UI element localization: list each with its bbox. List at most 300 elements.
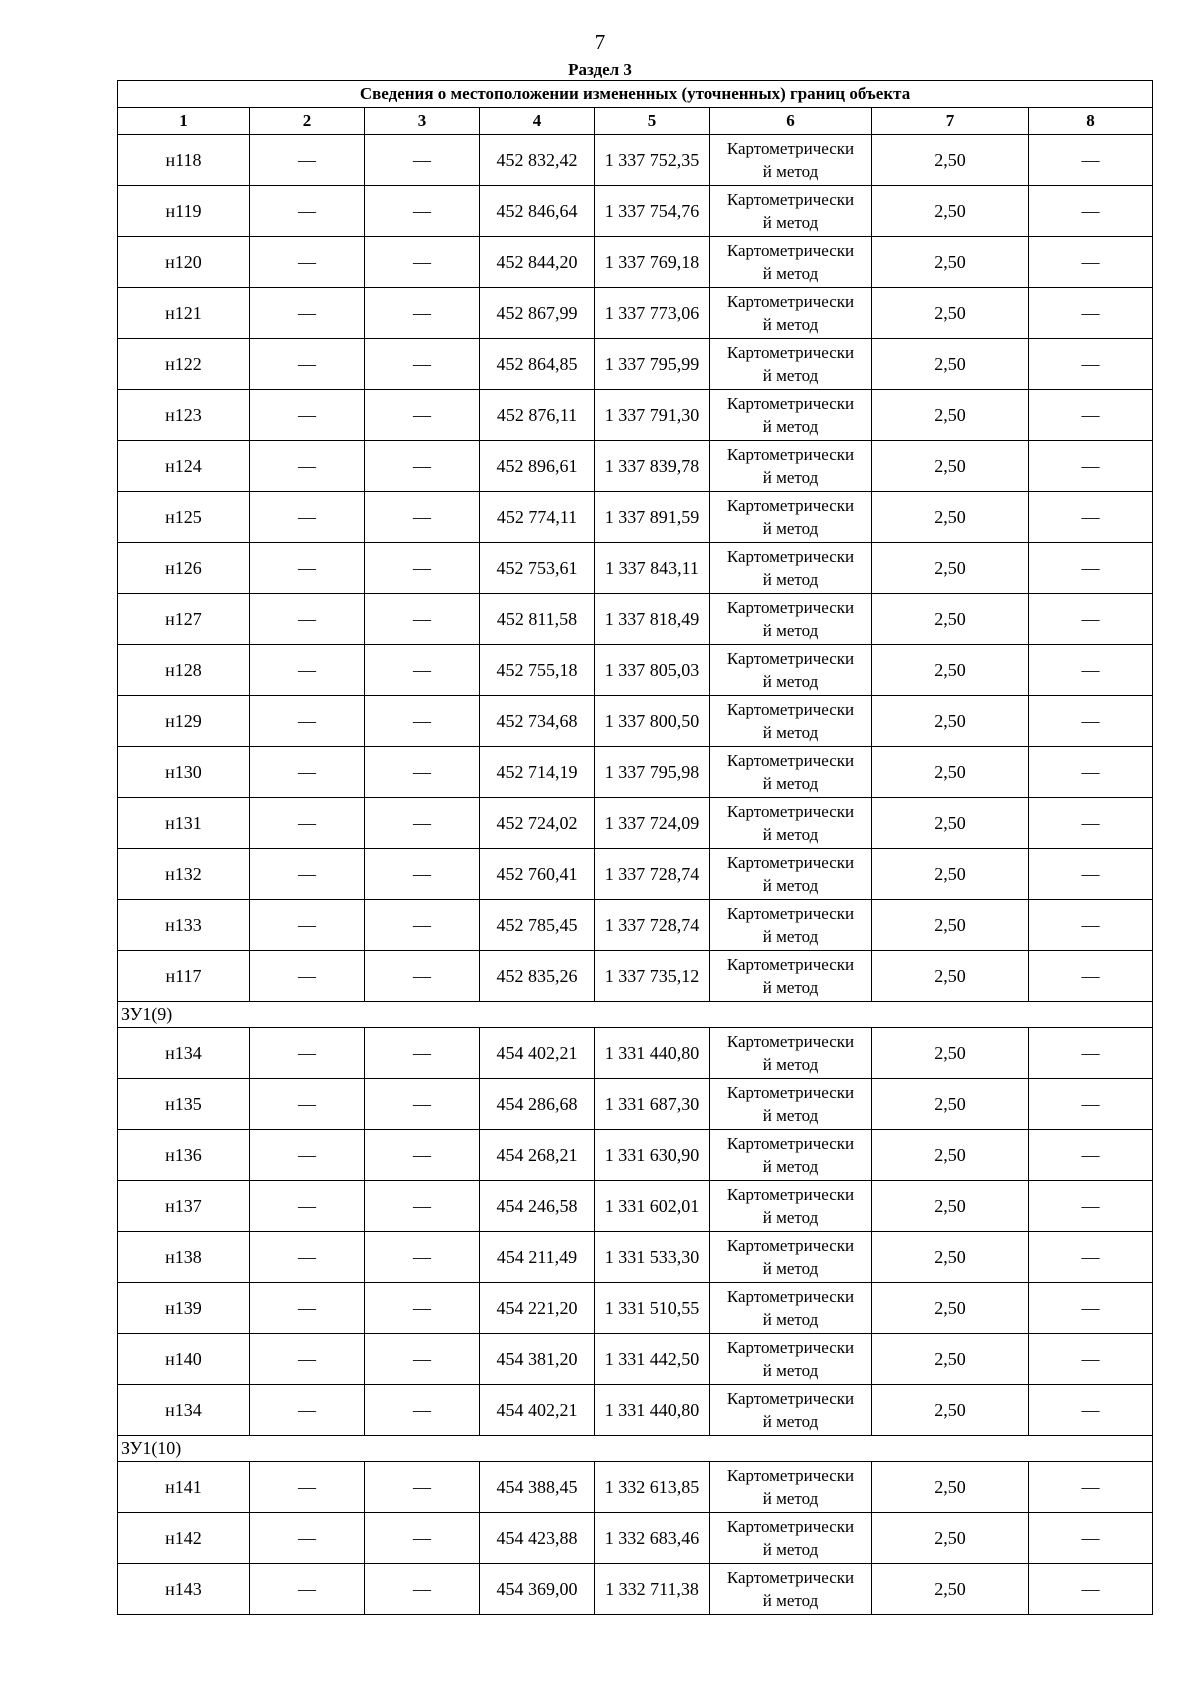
x-coordinate-cell: 454 423,88	[480, 1513, 595, 1564]
method-cell	[710, 390, 872, 441]
accuracy-cell: 2,50	[872, 1334, 1029, 1385]
x-coordinate-cell: 452 876,11	[480, 390, 595, 441]
table-row	[118, 1283, 1153, 1334]
column-8-cell: —	[1029, 900, 1153, 951]
point-name-cell: н130	[118, 747, 250, 798]
accuracy-cell: 2,50	[872, 798, 1029, 849]
column-8-cell: —	[1029, 543, 1153, 594]
column-2-cell: —	[250, 849, 365, 900]
method-cell	[710, 288, 872, 339]
column-8-cell: —	[1029, 1564, 1153, 1615]
accuracy-cell: 2,50	[872, 645, 1029, 696]
accuracy-cell: 2,50	[872, 1181, 1029, 1232]
method-text-line-2: й метод	[762, 1540, 819, 1559]
column-2-cell: —	[250, 1232, 365, 1283]
x-coordinate-cell: 452 753,61	[480, 543, 595, 594]
section-title: Раздел 3	[568, 60, 632, 79]
accuracy-cell: 2,50	[872, 696, 1029, 747]
column-8-cell: —	[1029, 339, 1153, 390]
table-row	[118, 135, 1153, 186]
table-row	[118, 339, 1153, 390]
method-cell	[710, 1283, 872, 1334]
point-name-cell: н136	[118, 1130, 250, 1181]
column-8-cell: —	[1029, 135, 1153, 186]
method-text-line-2: й метод	[762, 1259, 819, 1278]
y-coordinate-cell: 1 337 795,99	[595, 339, 710, 390]
accuracy-cell: 2,50	[872, 1513, 1029, 1564]
table-row	[118, 1513, 1153, 1564]
column-8-cell: —	[1029, 1232, 1153, 1283]
method-text-line-1: Картометрически	[726, 241, 855, 260]
accuracy-cell: 2,50	[872, 1079, 1029, 1130]
column-8-cell: —	[1029, 1334, 1153, 1385]
column-3-cell: —	[365, 237, 480, 288]
x-coordinate-cell: 454 388,45	[480, 1462, 595, 1513]
column-3-cell: —	[365, 543, 480, 594]
column-number: 6	[710, 108, 872, 135]
method-text-line-1: Картометрически	[726, 649, 855, 668]
page-number: 7	[594, 30, 606, 54]
point-name-cell: н117	[118, 951, 250, 1002]
method-text-line-1: Картометрически	[726, 1185, 855, 1204]
y-coordinate-cell: 1 331 440,80	[595, 1028, 710, 1079]
method-cell	[710, 798, 872, 849]
method-text-line-2: й метод	[762, 264, 819, 283]
table-row	[118, 1079, 1153, 1130]
method-cell	[710, 900, 872, 951]
y-coordinate-cell: 1 332 613,85	[595, 1462, 710, 1513]
column-3-cell: —	[365, 390, 480, 441]
x-coordinate-cell: 452 785,45	[480, 900, 595, 951]
x-coordinate-cell: 452 724,02	[480, 798, 595, 849]
column-3-cell: —	[365, 951, 480, 1002]
column-number: 2	[250, 108, 365, 135]
method-cell	[710, 441, 872, 492]
table-row	[118, 951, 1153, 1002]
point-name-cell: н131	[118, 798, 250, 849]
method-text-line-2: й метод	[762, 417, 819, 436]
table-row	[118, 237, 1153, 288]
method-text-line-1: Картометрически	[726, 751, 855, 770]
y-coordinate-cell: 1 331 602,01	[595, 1181, 710, 1232]
point-name-cell: н141	[118, 1462, 250, 1513]
y-coordinate-cell: 1 337 805,03	[595, 645, 710, 696]
column-3-cell: —	[365, 492, 480, 543]
column-2-cell: —	[250, 1028, 365, 1079]
method-text-line-2: й метод	[762, 978, 819, 997]
accuracy-cell: 2,50	[872, 543, 1029, 594]
point-name-cell: н138	[118, 1232, 250, 1283]
column-3-cell: —	[365, 1130, 480, 1181]
y-coordinate-cell: 1 337 769,18	[595, 237, 710, 288]
column-8-cell: —	[1029, 237, 1153, 288]
column-8-cell: —	[1029, 492, 1153, 543]
point-name-cell: н134	[118, 1385, 250, 1436]
method-text-line-1: Картометрически	[726, 955, 855, 974]
table-row	[118, 1181, 1153, 1232]
table-row	[118, 390, 1153, 441]
y-coordinate-cell: 1 331 442,50	[595, 1334, 710, 1385]
y-coordinate-cell: 1 337 891,59	[595, 492, 710, 543]
table-row	[118, 441, 1153, 492]
table-row	[118, 1028, 1153, 1079]
column-2-cell: —	[250, 747, 365, 798]
method-text-line-1: Картометрически	[726, 445, 855, 464]
accuracy-cell: 2,50	[872, 237, 1029, 288]
point-name-cell: н128	[118, 645, 250, 696]
column-3-cell: —	[365, 1462, 480, 1513]
y-coordinate-cell: 1 337 754,76	[595, 186, 710, 237]
point-name-cell: н126	[118, 543, 250, 594]
y-coordinate-cell: 1 332 683,46	[595, 1513, 710, 1564]
column-3-cell: —	[365, 1564, 480, 1615]
table-row	[118, 1385, 1153, 1436]
column-2-cell: —	[250, 696, 365, 747]
column-number: 1	[118, 108, 250, 135]
table-row	[118, 1130, 1153, 1181]
column-2-cell: —	[250, 594, 365, 645]
column-3-cell: —	[365, 1334, 480, 1385]
method-text-line-2: й метод	[762, 927, 819, 946]
column-8-cell: —	[1029, 1283, 1153, 1334]
method-text-line-2: й метод	[762, 315, 819, 334]
table-row	[118, 1232, 1153, 1283]
column-3-cell: —	[365, 747, 480, 798]
point-name-cell: н135	[118, 1079, 250, 1130]
method-text-line-1: Картометрически	[726, 1032, 855, 1051]
column-8-cell: —	[1029, 951, 1153, 1002]
y-coordinate-cell: 1 337 795,98	[595, 747, 710, 798]
x-coordinate-cell: 454 211,49	[480, 1232, 595, 1283]
point-name-cell: н133	[118, 900, 250, 951]
column-3-cell: —	[365, 849, 480, 900]
method-text-line-1: Картометрически	[726, 598, 855, 617]
method-text-line-1: Картометрически	[726, 1287, 855, 1306]
method-cell	[710, 492, 872, 543]
table-row	[118, 696, 1153, 747]
y-coordinate-cell: 1 331 510,55	[595, 1283, 710, 1334]
method-text-line-2: й метод	[762, 1106, 819, 1125]
method-text-line-1: Картометрически	[726, 292, 855, 311]
point-name-cell: н137	[118, 1181, 250, 1232]
method-text-line-1: Картометрически	[726, 343, 855, 362]
y-coordinate-cell: 1 331 440,80	[595, 1385, 710, 1436]
column-3-cell: —	[365, 1513, 480, 1564]
y-coordinate-cell: 1 337 800,50	[595, 696, 710, 747]
method-cell	[710, 951, 872, 1002]
column-8-cell: —	[1029, 696, 1153, 747]
method-cell	[710, 237, 872, 288]
accuracy-cell: 2,50	[872, 594, 1029, 645]
column-8-cell: —	[1029, 849, 1153, 900]
column-8-cell: —	[1029, 1079, 1153, 1130]
x-coordinate-cell: 454 268,21	[480, 1130, 595, 1181]
column-3-cell: —	[365, 798, 480, 849]
column-3-cell: —	[365, 1079, 480, 1130]
column-number: 4	[480, 108, 595, 135]
method-text-line-1: Картометрически	[726, 1338, 855, 1357]
method-cell	[710, 135, 872, 186]
method-text-line-2: й метод	[762, 621, 819, 640]
method-text-line-1: Картометрически	[726, 1517, 855, 1536]
method-text-line-1: Картометрически	[726, 1568, 855, 1587]
column-2-cell: —	[250, 798, 365, 849]
column-2-cell: —	[250, 1334, 365, 1385]
y-coordinate-cell: 1 337 843,11	[595, 543, 710, 594]
y-coordinate-cell: 1 337 773,06	[595, 288, 710, 339]
boundary-coordinates-table	[117, 80, 1153, 1615]
column-3-cell: —	[365, 696, 480, 747]
accuracy-cell: 2,50	[872, 1283, 1029, 1334]
y-coordinate-cell: 1 337 728,74	[595, 849, 710, 900]
method-cell	[710, 1181, 872, 1232]
accuracy-cell: 2,50	[872, 492, 1029, 543]
table-row	[118, 543, 1153, 594]
accuracy-cell: 2,50	[872, 1232, 1029, 1283]
column-3-cell: —	[365, 900, 480, 951]
point-name-cell: н140	[118, 1334, 250, 1385]
point-name-cell: н118	[118, 135, 250, 186]
method-text-line-2: й метод	[762, 1591, 819, 1610]
point-name-cell: н134	[118, 1028, 250, 1079]
table-row	[118, 645, 1153, 696]
column-8-cell: —	[1029, 1462, 1153, 1513]
column-number: 5	[595, 108, 710, 135]
column-8-cell: —	[1029, 1028, 1153, 1079]
column-2-cell: —	[250, 1385, 365, 1436]
y-coordinate-cell: 1 331 533,30	[595, 1232, 710, 1283]
method-text-line-2: й метод	[762, 1489, 819, 1508]
accuracy-cell: 2,50	[872, 390, 1029, 441]
y-coordinate-cell: 1 331 687,30	[595, 1079, 710, 1130]
method-text-line-2: й метод	[762, 1157, 819, 1176]
x-coordinate-cell: 454 246,58	[480, 1181, 595, 1232]
x-coordinate-cell: 454 369,00	[480, 1564, 595, 1615]
column-8-cell: —	[1029, 390, 1153, 441]
column-8-cell: —	[1029, 594, 1153, 645]
table-row	[118, 900, 1153, 951]
column-2-cell: —	[250, 645, 365, 696]
accuracy-cell: 2,50	[872, 1462, 1029, 1513]
table-row	[118, 186, 1153, 237]
point-name-cell: н120	[118, 237, 250, 288]
point-name-cell: н143	[118, 1564, 250, 1615]
x-coordinate-cell: 452 896,61	[480, 441, 595, 492]
method-cell	[710, 1232, 872, 1283]
accuracy-cell: 2,50	[872, 441, 1029, 492]
method-text-line-1: Картометрически	[726, 1134, 855, 1153]
column-2-cell: —	[250, 1462, 365, 1513]
x-coordinate-cell: 452 714,19	[480, 747, 595, 798]
method-text-line-2: й метод	[762, 1208, 819, 1227]
column-3-cell: —	[365, 594, 480, 645]
column-3-cell: —	[365, 186, 480, 237]
method-text-line-2: й метод	[762, 1310, 819, 1329]
x-coordinate-cell: 452 844,20	[480, 237, 595, 288]
table-row	[118, 798, 1153, 849]
y-coordinate-cell: 1 337 791,30	[595, 390, 710, 441]
method-cell	[710, 645, 872, 696]
column-3-cell: —	[365, 441, 480, 492]
method-text-line-1: Картометрически	[726, 904, 855, 923]
column-3-cell: —	[365, 1181, 480, 1232]
group-label: ЗУ1(10)	[118, 1436, 1153, 1462]
y-coordinate-cell: 1 337 839,78	[595, 441, 710, 492]
method-text-line-1: Картометрически	[726, 190, 855, 209]
method-cell	[710, 1028, 872, 1079]
column-2-cell: —	[250, 1181, 365, 1232]
method-cell	[710, 1334, 872, 1385]
accuracy-cell: 2,50	[872, 1130, 1029, 1181]
column-2-cell: —	[250, 1564, 365, 1615]
y-coordinate-cell: 1 337 752,35	[595, 135, 710, 186]
point-name-cell: н119	[118, 186, 250, 237]
accuracy-cell: 2,50	[872, 186, 1029, 237]
point-name-cell: н124	[118, 441, 250, 492]
column-3-cell: —	[365, 645, 480, 696]
x-coordinate-cell: 452 760,41	[480, 849, 595, 900]
point-name-cell: н122	[118, 339, 250, 390]
method-text-line-1: Картометрически	[726, 547, 855, 566]
method-text-line-2: й метод	[762, 1412, 819, 1431]
method-text-line-2: й метод	[762, 213, 819, 232]
x-coordinate-cell: 452 864,85	[480, 339, 595, 390]
point-name-cell: н142	[118, 1513, 250, 1564]
column-2-cell: —	[250, 900, 365, 951]
column-8-cell: —	[1029, 747, 1153, 798]
method-text-line-1: Картометрически	[726, 1389, 855, 1408]
table-caption: Сведения о местоположении измененных (уточненных) границ объекта	[118, 81, 1153, 108]
method-text-line-1: Картометрически	[726, 139, 855, 158]
accuracy-cell: 2,50	[872, 339, 1029, 390]
table-row	[118, 849, 1153, 900]
column-2-cell: —	[250, 186, 365, 237]
point-name-cell: н125	[118, 492, 250, 543]
y-coordinate-cell: 1 337 724,09	[595, 798, 710, 849]
method-cell	[710, 1513, 872, 1564]
y-coordinate-cell: 1 337 735,12	[595, 951, 710, 1002]
accuracy-cell: 2,50	[872, 900, 1029, 951]
column-3-cell: —	[365, 1283, 480, 1334]
method-cell	[710, 186, 872, 237]
table-row	[118, 1462, 1153, 1513]
method-text-line-1: Картометрически	[726, 853, 855, 872]
method-cell	[710, 696, 872, 747]
point-name-cell: н139	[118, 1283, 250, 1334]
accuracy-cell: 2,50	[872, 288, 1029, 339]
column-3-cell: —	[365, 288, 480, 339]
group-label: ЗУ1(9)	[118, 1002, 1153, 1028]
column-3-cell: —	[365, 1232, 480, 1283]
x-coordinate-cell: 452 774,11	[480, 492, 595, 543]
column-3-cell: —	[365, 1385, 480, 1436]
table-row	[118, 1334, 1153, 1385]
method-text-line-2: й метод	[762, 774, 819, 793]
column-2-cell: —	[250, 951, 365, 1002]
point-name-cell: н132	[118, 849, 250, 900]
column-number: 7	[872, 108, 1029, 135]
column-8-cell: —	[1029, 798, 1153, 849]
column-8-cell: —	[1029, 441, 1153, 492]
y-coordinate-cell: 1 337 728,74	[595, 900, 710, 951]
x-coordinate-cell: 454 402,21	[480, 1385, 595, 1436]
x-coordinate-cell: 454 402,21	[480, 1028, 595, 1079]
point-name-cell: н129	[118, 696, 250, 747]
y-coordinate-cell: 1 331 630,90	[595, 1130, 710, 1181]
method-cell	[710, 1079, 872, 1130]
accuracy-cell: 2,50	[872, 849, 1029, 900]
accuracy-cell: 2,50	[872, 747, 1029, 798]
method-text-line-1: Картометрически	[726, 802, 855, 821]
column-2-cell: —	[250, 237, 365, 288]
column-2-cell: —	[250, 288, 365, 339]
method-text-line-2: й метод	[762, 570, 819, 589]
method-text-line-2: й метод	[762, 876, 819, 895]
y-coordinate-cell: 1 332 711,38	[595, 1564, 710, 1615]
method-text-line-2: й метод	[762, 723, 819, 742]
column-3-cell: —	[365, 1028, 480, 1079]
column-3-cell: —	[365, 135, 480, 186]
x-coordinate-cell: 452 846,64	[480, 186, 595, 237]
method-cell	[710, 849, 872, 900]
accuracy-cell: 2,50	[872, 1385, 1029, 1436]
accuracy-cell: 2,50	[872, 951, 1029, 1002]
column-2-cell: —	[250, 1130, 365, 1181]
point-name-cell: н123	[118, 390, 250, 441]
method-text-line-1: Картометрически	[726, 1466, 855, 1485]
x-coordinate-cell: 452 734,68	[480, 696, 595, 747]
x-coordinate-cell: 454 381,20	[480, 1334, 595, 1385]
method-cell	[710, 1130, 872, 1181]
table-row	[118, 594, 1153, 645]
x-coordinate-cell: 452 867,99	[480, 288, 595, 339]
method-text-line-2: й метод	[762, 519, 819, 538]
x-coordinate-cell: 452 755,18	[480, 645, 595, 696]
method-cell	[710, 747, 872, 798]
column-2-cell: —	[250, 441, 365, 492]
method-text-line-1: Картометрически	[726, 1236, 855, 1255]
point-name-cell: н127	[118, 594, 250, 645]
column-8-cell: —	[1029, 1385, 1153, 1436]
column-2-cell: —	[250, 543, 365, 594]
method-text-line-2: й метод	[762, 366, 819, 385]
method-text-line-2: й метод	[762, 1055, 819, 1074]
table-row	[118, 288, 1153, 339]
method-cell	[710, 1385, 872, 1436]
column-8-cell: —	[1029, 288, 1153, 339]
method-text-line-1: Картометрически	[726, 700, 855, 719]
table-row	[118, 747, 1153, 798]
method-text-line-2: й метод	[762, 672, 819, 691]
column-8-cell: —	[1029, 186, 1153, 237]
method-cell	[710, 1564, 872, 1615]
method-text-line-1: Картометрически	[726, 394, 855, 413]
x-coordinate-cell: 452 811,58	[480, 594, 595, 645]
column-8-cell: —	[1029, 1513, 1153, 1564]
column-3-cell: —	[365, 339, 480, 390]
column-2-cell: —	[250, 1513, 365, 1564]
accuracy-cell: 2,50	[872, 135, 1029, 186]
y-coordinate-cell: 1 337 818,49	[595, 594, 710, 645]
column-number: 3	[365, 108, 480, 135]
method-text-line-2: й метод	[762, 825, 819, 844]
column-number: 8	[1029, 108, 1153, 135]
column-number-row	[118, 108, 1153, 135]
method-text-line-2: й метод	[762, 1361, 819, 1380]
column-2-cell: —	[250, 1079, 365, 1130]
x-coordinate-cell: 452 835,26	[480, 951, 595, 1002]
method-text-line-2: й метод	[762, 468, 819, 487]
